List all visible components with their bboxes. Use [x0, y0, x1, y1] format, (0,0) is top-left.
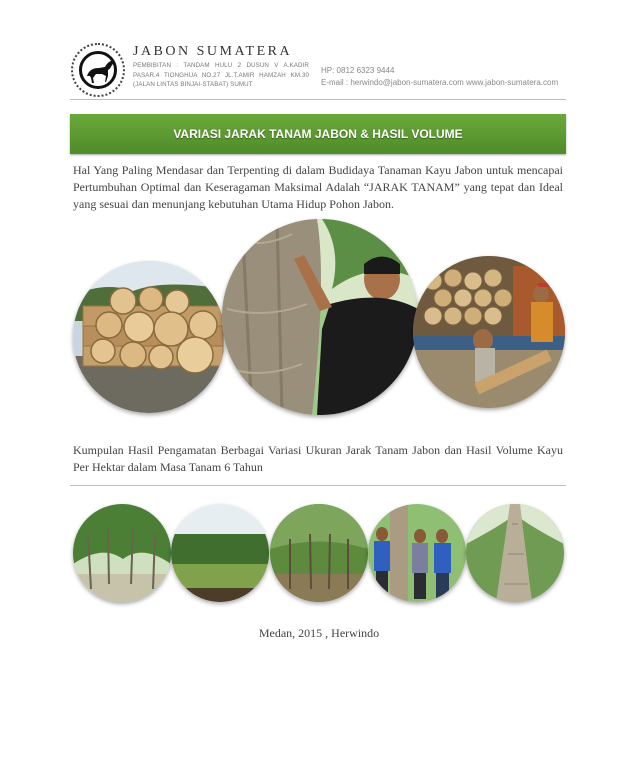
summary-paragraph: Kumpulan Hasil Pengamatan Berbagai Variasi Ukuran Jarak Tanam Jabon dan Hasil Volume Kayu Per Hektar dalam Masa Tanam 6 Tahun: [73, 443, 563, 474]
horse-logo-icon: [81, 54, 119, 88]
banner-title: VARIASI JARAK TANAM JABON & HASIL VOLUME: [173, 127, 463, 141]
group-people-image: [368, 504, 466, 602]
tall-tree-image: [466, 504, 564, 602]
photo-young-plantation: [171, 504, 269, 602]
plantation-row-image: [73, 504, 171, 602]
footer-signature: Medan, 2015 , Herwindo: [258, 626, 380, 640]
section-divider: [70, 485, 566, 486]
photo-log-pile: [73, 261, 225, 413]
intro-paragraph: Hal Yang Paling Mendasar dan Terpenting di dalam Budidaya Tanaman Kayu Jabon untuk mencapai Pertumbuhan Optimal dan Keseragaman Maksimal Adalah “JARAK TANAM” yang tepat dan Ideal yang sesuai dan menunjang kebutuhan Utama Hidup Pohon Jabon.: [73, 163, 563, 211]
photo-dense-forest: [270, 504, 368, 602]
photo-group-people: [368, 504, 466, 602]
header-divider: [70, 99, 566, 100]
workers-logs-image: [413, 256, 565, 408]
log-pile-image: [73, 261, 225, 413]
dense-forest-image: [270, 504, 368, 602]
photo-tall-tree: [466, 504, 564, 602]
photo-plantation-row: [73, 504, 171, 602]
young-plantation-image: [171, 504, 269, 602]
photo-workers-logs: [413, 256, 565, 408]
title-banner: [70, 114, 566, 154]
man-tree-image: [222, 219, 418, 415]
phone-number: HP: 0812 6323 9444: [321, 66, 395, 75]
email-website[interactable]: E-mail : herwindo@jabon-sumatera.com www.jabon-sumatera.com: [321, 78, 559, 87]
company-logo: [71, 43, 125, 97]
company-address: PEMBIBITAN : TANDAM HULU 2 DUSUN V A.KADIR PASAR.4 TIONGHUA NO.27 JL.T.AMIR HAMZAH KM.30 (JALAN LINTAS BINJAI-STABAT) SUMUT: [133, 62, 309, 88]
brand-name: JABON SUMATERA: [133, 44, 293, 59]
photo-man-with-tree: [222, 219, 418, 415]
